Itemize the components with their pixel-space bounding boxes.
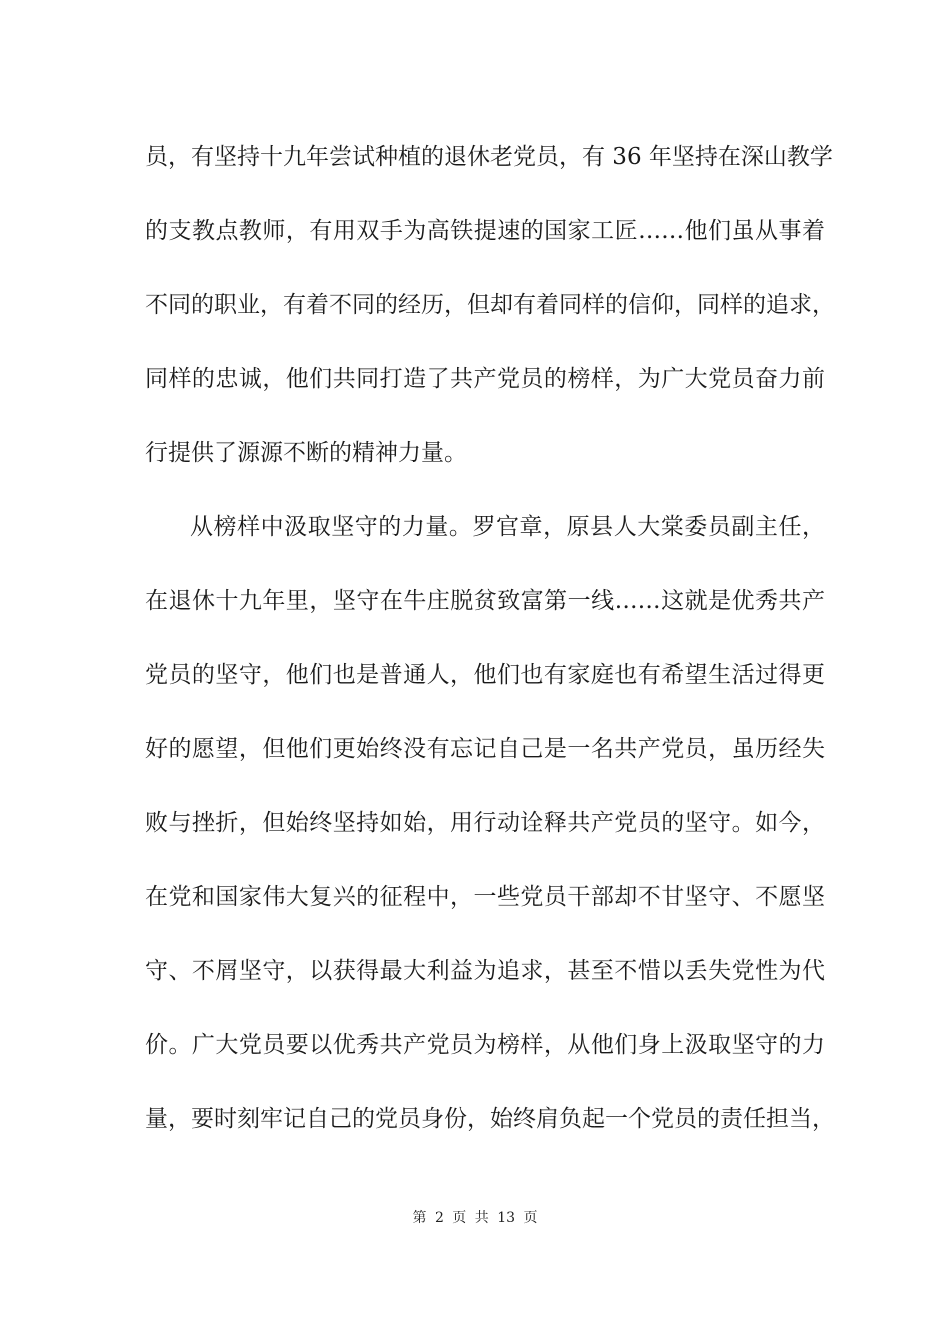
text-line: 败与挫折，但始终坚持如始，用行动诠释共产党员的坚守。如今， (145, 810, 825, 836)
text-line: 不同的职业，有着不同的经历，但却有着同样的信仰，同样的追求， (145, 292, 835, 318)
text-line: 价。广大党员要以优秀共产党员为榜样，从他们身上汲取坚守的力 (145, 1032, 825, 1058)
text-line: 的支教点教师，有用双手为高铁提速的国家工匠……他们虽从事着 (145, 218, 825, 244)
text-line: 在退休十九年里，坚守在牛庄脱贫致富第一线……这就是优秀共产 (145, 588, 825, 614)
text-line: 员，有坚持十九年尝试种植的退休老党员，有 36 年坚持在深山教学 (145, 144, 833, 170)
page-number-footer: 第 2 页 共 13 页 (412, 1210, 538, 1226)
text-line: 行提供了源源不断的精神力量。 (145, 440, 467, 466)
text-line: 守、不屑坚守，以获得最大利益为追求，甚至不惜以丢失党性为代 (145, 958, 825, 984)
text-line: 同样的忠诚，他们共同打造了共产党员的榜样，为广大党员奋力前 (145, 366, 825, 392)
text-line: 量，要时刻牢记自己的党员身份，始终肩负起一个党员的责任担当， (145, 1106, 835, 1132)
text-line-indent: 从榜样中汲取坚守的力量。罗官章，原县人大棠委员副主任， (190, 514, 825, 540)
text-line: 在党和国家伟大复兴的征程中，一些党员干部却不甘坚守、不愿坚 (145, 884, 825, 910)
text-line: 党员的坚守，他们也是普通人，他们也有家庭也有希望生活过得更 (145, 662, 825, 688)
text-line: 好的愿望，但他们更始终没有忘记自己是一名共产党员，虽历经失 (145, 736, 825, 762)
